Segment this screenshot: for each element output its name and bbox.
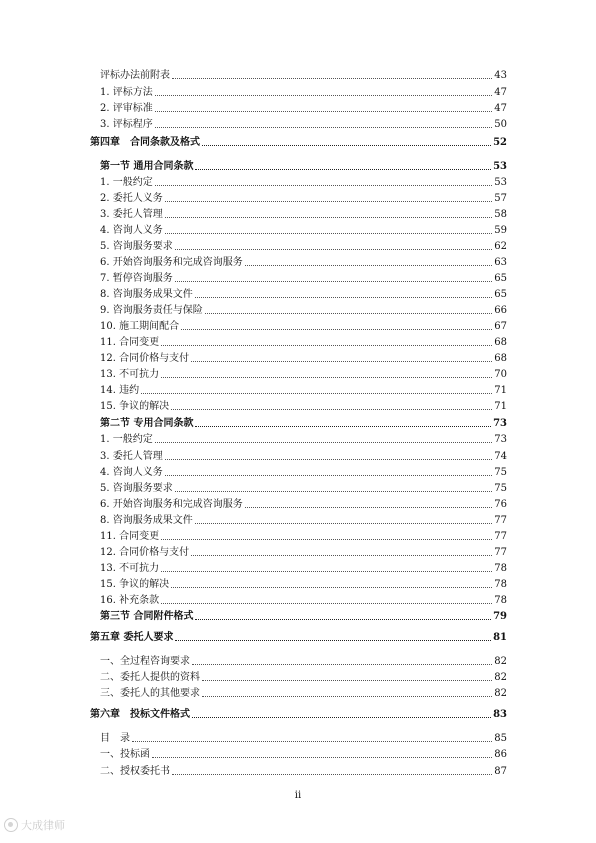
toc-entry[interactable] bbox=[100, 745, 507, 761]
toc-entry[interactable] bbox=[100, 173, 507, 189]
toc-entry-page: 71 bbox=[494, 385, 507, 396]
toc-entry[interactable] bbox=[100, 115, 507, 131]
toc-dot-leader bbox=[245, 265, 493, 266]
toc-entry-page: 82 bbox=[494, 672, 507, 683]
toc-entry[interactable] bbox=[100, 607, 507, 623]
toc-entry[interactable] bbox=[100, 205, 507, 221]
toc-entry[interactable] bbox=[100, 495, 507, 511]
toc-dot-leader bbox=[165, 459, 493, 460]
toc-entry-page: 73 bbox=[494, 434, 507, 445]
toc-entry-page: 71 bbox=[494, 401, 507, 412]
toc-entry-title: 第四章 合同条款及格式 bbox=[90, 137, 200, 148]
watermark-text: 大成律师 bbox=[21, 819, 65, 832]
toc-entry-page: 65 bbox=[494, 273, 507, 284]
watermark-logo-icon bbox=[4, 818, 18, 832]
toc-dot-leader bbox=[192, 717, 491, 718]
toc-entry-page: 78 bbox=[494, 579, 507, 590]
toc-dot-leader bbox=[172, 78, 492, 79]
toc-entry[interactable] bbox=[100, 762, 507, 778]
toc-entry-title: 第三节 合同附件格式 bbox=[100, 611, 194, 622]
toc-entry-page: 78 bbox=[494, 563, 507, 574]
toc-entry[interactable] bbox=[100, 463, 507, 479]
toc-entry-page: 75 bbox=[494, 467, 507, 478]
toc-entry-title: 14. 违约 bbox=[100, 385, 140, 396]
toc-entry[interactable] bbox=[100, 253, 507, 269]
toc-entry-title: 5. 咨询服务要求 bbox=[100, 241, 173, 252]
toc-entry-title: 4. 咨询人义务 bbox=[100, 225, 163, 236]
toc-entry-page: 70 bbox=[494, 369, 507, 380]
toc-entry-page: 74 bbox=[494, 451, 507, 462]
toc-entry-title: 3. 委托人管理 bbox=[100, 209, 163, 220]
toc-entry[interactable] bbox=[100, 479, 507, 495]
toc-entry[interactable] bbox=[100, 333, 507, 349]
toc-entry[interactable] bbox=[100, 729, 507, 745]
toc-entry-page: 68 bbox=[494, 353, 507, 364]
toc-dot-leader bbox=[175, 640, 491, 641]
toc-entry-page: 77 bbox=[494, 531, 507, 542]
toc-dot-leader bbox=[181, 329, 492, 330]
toc-dot-leader bbox=[161, 345, 492, 346]
toc-dot-leader bbox=[155, 111, 493, 112]
toc-entry[interactable] bbox=[100, 301, 507, 317]
toc-dot-leader bbox=[155, 127, 493, 128]
toc-entry[interactable] bbox=[100, 365, 507, 381]
toc-dot-leader bbox=[172, 774, 492, 775]
toc-entry-title: 16. 补充条款 bbox=[100, 595, 160, 606]
toc-entry-title: 6. 开始咨询服务和完成咨询服务 bbox=[100, 499, 243, 510]
toc-dot-leader bbox=[161, 571, 492, 572]
toc-dot-leader bbox=[202, 696, 492, 697]
toc-entry-title: 3. 委托人管理 bbox=[100, 451, 163, 462]
toc-entry-title: 2. 评审标准 bbox=[100, 103, 153, 114]
toc-entry-page: 79 bbox=[493, 611, 507, 622]
toc-entry[interactable] bbox=[90, 133, 507, 149]
toc-entry[interactable] bbox=[100, 381, 507, 397]
toc-entry-page: 43 bbox=[494, 70, 507, 81]
toc-entry-page: 53 bbox=[494, 177, 507, 188]
toc-entry-title: 1. 一般约定 bbox=[100, 434, 153, 445]
toc-entry-page: 66 bbox=[494, 305, 507, 316]
toc-entry-title: 7. 暂停咨询服务 bbox=[100, 273, 173, 284]
toc-entry-page: 77 bbox=[494, 547, 507, 558]
toc-dot-leader bbox=[175, 249, 493, 250]
toc-dot-leader bbox=[155, 95, 493, 96]
toc-entry[interactable] bbox=[100, 269, 507, 285]
toc-entry[interactable] bbox=[100, 157, 507, 173]
toc-entry-title: 三、委托人的其他要求 bbox=[100, 688, 200, 699]
toc-entry-page: 65 bbox=[494, 289, 507, 300]
toc-entry-title: 8. 咨询服务成果文件 bbox=[100, 289, 193, 300]
toc-entry-title: 13. 不可抗力 bbox=[100, 369, 160, 380]
toc-dot-leader bbox=[141, 393, 492, 394]
toc-entry-page: 85 bbox=[494, 733, 507, 744]
toc-entry-title: 10. 施工期间配合 bbox=[100, 321, 180, 332]
toc-entry-page: 57 bbox=[494, 193, 507, 204]
toc-entry-title: 评标办法前附表 bbox=[100, 70, 170, 81]
toc-entry-title: 6. 开始咨询服务和完成咨询服务 bbox=[100, 257, 243, 268]
toc-entry-page: 81 bbox=[493, 632, 507, 643]
toc-entry[interactable] bbox=[100, 285, 507, 301]
toc-dot-leader bbox=[165, 217, 493, 218]
toc-dot-leader bbox=[165, 201, 493, 202]
toc-entry-page: 83 bbox=[493, 709, 507, 720]
toc-entry-page: 53 bbox=[493, 161, 507, 172]
toc-entry-page: 75 bbox=[494, 483, 507, 494]
toc-entry-title: 第一节 通用合同条款 bbox=[100, 161, 194, 172]
toc-entry[interactable] bbox=[100, 397, 507, 413]
toc-entry[interactable] bbox=[100, 543, 507, 559]
toc-entry-page: 50 bbox=[494, 119, 507, 130]
toc-entry[interactable] bbox=[100, 221, 507, 237]
toc-dot-leader bbox=[245, 507, 493, 508]
toc-entry[interactable] bbox=[100, 99, 507, 115]
toc-entry[interactable] bbox=[100, 527, 507, 543]
toc-entry[interactable] bbox=[100, 66, 507, 82]
toc-dot-leader bbox=[192, 664, 492, 665]
toc-dot-leader bbox=[195, 426, 491, 427]
toc-entry-page: 78 bbox=[494, 595, 507, 606]
toc-dot-leader bbox=[165, 475, 493, 476]
toc-dot-leader bbox=[171, 587, 492, 588]
toc-entry-title: 第二节 专用合同条款 bbox=[100, 418, 194, 429]
toc-entry-page: 58 bbox=[494, 209, 507, 220]
toc-entry-title: 15. 争议的解决 bbox=[100, 579, 170, 590]
toc-dot-leader bbox=[155, 185, 493, 186]
toc-entry[interactable] bbox=[100, 652, 507, 668]
toc-entry-page: 77 bbox=[494, 515, 507, 526]
toc-dot-leader bbox=[161, 539, 492, 540]
toc-entry-title: 5. 咨询服务要求 bbox=[100, 483, 173, 494]
toc-entry[interactable] bbox=[100, 349, 507, 365]
toc-dot-leader bbox=[202, 145, 491, 146]
page-number: ii bbox=[294, 790, 302, 801]
toc-entry[interactable] bbox=[100, 237, 507, 253]
toc-entry[interactable] bbox=[100, 668, 507, 684]
toc-entry-title: 二、委托人提供的资料 bbox=[100, 672, 200, 683]
toc-entry-page: 47 bbox=[494, 103, 507, 114]
toc-entry-title: 15. 争议的解决 bbox=[100, 401, 170, 412]
toc-entry[interactable] bbox=[100, 447, 507, 463]
toc-entry[interactable] bbox=[90, 628, 507, 644]
toc-dot-leader bbox=[191, 555, 492, 556]
toc-dot-leader bbox=[171, 409, 492, 410]
toc-entry-title: 一、投标函 bbox=[100, 749, 150, 760]
toc-entry[interactable] bbox=[100, 317, 507, 333]
toc-dot-leader bbox=[195, 297, 493, 298]
toc-dot-leader bbox=[152, 757, 492, 758]
toc-entry[interactable] bbox=[100, 559, 507, 575]
toc-dot-leader bbox=[165, 233, 493, 234]
toc-entry-page: 52 bbox=[493, 137, 507, 148]
toc-entry-page: 62 bbox=[494, 241, 507, 252]
toc-dot-leader bbox=[175, 281, 493, 282]
toc-entry[interactable] bbox=[100, 430, 507, 446]
toc-dot-leader bbox=[155, 442, 493, 443]
toc-entry[interactable] bbox=[100, 189, 507, 205]
toc-entry[interactable] bbox=[90, 705, 507, 721]
toc-entry[interactable] bbox=[100, 83, 507, 99]
toc-entry-title: 二、授权委托书 bbox=[100, 766, 170, 777]
toc-entry-title: 第五章 委托人要求 bbox=[90, 632, 174, 643]
toc-entry-title: 2. 委托人义务 bbox=[100, 193, 163, 204]
toc-entry-title: 一、全过程咨询要求 bbox=[100, 656, 190, 667]
toc-entry-page: 68 bbox=[494, 337, 507, 348]
toc-entry-title: 1. 评标方法 bbox=[100, 87, 153, 98]
toc-entry-title: 4. 咨询人义务 bbox=[100, 467, 163, 478]
toc-dot-leader bbox=[205, 313, 493, 314]
toc-entry-title: 11. 合同变更 bbox=[100, 337, 160, 348]
toc-dot-leader bbox=[191, 361, 492, 362]
toc-dot-leader bbox=[161, 377, 492, 378]
toc-entry-page: 82 bbox=[494, 688, 507, 699]
toc-dot-leader bbox=[195, 619, 491, 620]
toc-entry-page: 59 bbox=[494, 225, 507, 236]
toc-entry[interactable] bbox=[100, 684, 507, 700]
toc-entry-title: 9. 咨询服务责任与保险 bbox=[100, 305, 203, 316]
toc-entry[interactable] bbox=[100, 591, 507, 607]
toc-entry-title: 目 录 bbox=[100, 733, 130, 744]
toc-entry-page: 76 bbox=[494, 499, 507, 510]
toc-entry-title: 1. 一般约定 bbox=[100, 177, 153, 188]
toc-dot-leader bbox=[132, 741, 492, 742]
toc-entry-title: 12. 合同价格与支付 bbox=[100, 547, 190, 558]
toc-dot-leader bbox=[195, 169, 491, 170]
toc-entry-title: 13. 不可抗力 bbox=[100, 563, 160, 574]
toc-entry-page: 82 bbox=[494, 656, 507, 667]
toc-entry-page: 67 bbox=[494, 321, 507, 332]
toc-entry[interactable] bbox=[100, 511, 507, 527]
toc-dot-leader bbox=[202, 680, 492, 681]
toc-entry-page: 47 bbox=[494, 87, 507, 98]
toc-entry-page: 87 bbox=[494, 766, 507, 777]
toc-entry-title: 3. 评标程序 bbox=[100, 119, 153, 130]
toc-dot-leader bbox=[195, 523, 493, 524]
watermark bbox=[4, 817, 65, 833]
toc-entry-page: 86 bbox=[494, 749, 507, 760]
toc-dot-leader bbox=[161, 603, 492, 604]
toc-entry-title: 11. 合同变更 bbox=[100, 531, 160, 542]
toc-entry-page: 73 bbox=[493, 418, 507, 429]
toc-entry[interactable] bbox=[100, 414, 507, 430]
toc-dot-leader bbox=[175, 491, 493, 492]
toc-entry-title: 8. 咨询服务成果文件 bbox=[100, 515, 193, 526]
toc-entry[interactable] bbox=[100, 575, 507, 591]
toc-entry-title: 12. 合同价格与支付 bbox=[100, 353, 190, 364]
toc-entry-page: 63 bbox=[494, 257, 507, 268]
toc-entry-title: 第六章 投标文件格式 bbox=[90, 709, 190, 720]
